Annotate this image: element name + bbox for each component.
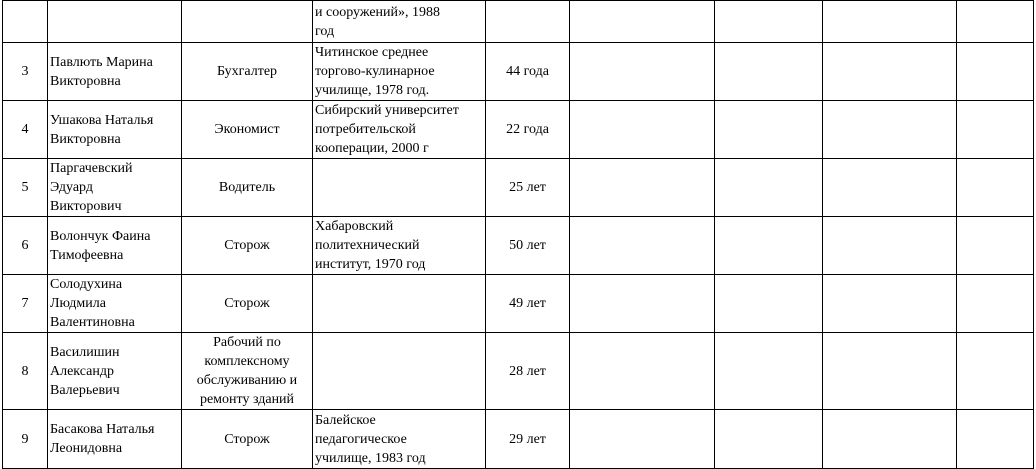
empty-cell (570, 1, 715, 43)
education-cell-line: кооперации, 2000 г (315, 141, 429, 156)
empty-cell (570, 159, 715, 217)
position-cell-line: Сторож (224, 431, 270, 447)
position-cell-line: Бухгалтер (216, 64, 278, 79)
employee-name-cell-line: Валентиновна (50, 315, 135, 330)
staff-table (2, 0, 1034, 469)
education-cell (313, 43, 486, 101)
row-number-cell (3, 1, 48, 43)
employee-name-cell-line: Викторовна (50, 73, 121, 89)
position-cell (182, 333, 313, 410)
experience-cell: 25 лет (486, 159, 570, 217)
empty-cell (570, 275, 715, 333)
empty-cell (570, 43, 715, 101)
position-cell-line: Сторож (224, 238, 270, 253)
table-body (3, 1, 1034, 469)
empty-cell (570, 101, 715, 159)
table-row (3, 217, 1034, 275)
education-cell-line: политехнический (315, 238, 420, 253)
empty-cell (823, 410, 957, 469)
employee-name-cell-line: Леонидовна (50, 441, 123, 456)
employee-name-cell-line: Валерьевич (50, 382, 120, 398)
employee-name-cell (48, 1, 182, 43)
employee-name-cell-line: Ушакова Наталья (50, 112, 154, 128)
empty-cell (715, 43, 823, 101)
empty-cell (823, 43, 957, 101)
row-number-cell: 8 (3, 333, 48, 410)
employee-name-cell-line: Тимофеевна (50, 247, 124, 263)
position-cell-line: обслуживанию и (196, 373, 298, 388)
education-cell-line: год (315, 23, 335, 39)
employee-name-cell (48, 275, 182, 333)
row-number-cell: 4 (3, 101, 48, 159)
position-cell (182, 101, 313, 159)
empty-cell (715, 333, 823, 410)
position-cell-line: комплексному (204, 354, 290, 369)
education-cell-line: педагогическое (315, 431, 407, 447)
empty-cell (957, 217, 1034, 275)
experience-cell: 29 лет (486, 410, 570, 469)
education-cell-line: торгово-кулинарное (315, 64, 435, 79)
experience-cell: 22 года (486, 101, 570, 159)
education-cell-line: училище, 1978 год. (315, 83, 430, 98)
employee-name-cell-line: Паргачевский (50, 161, 133, 176)
education-cell (313, 410, 486, 469)
empty-cell (715, 159, 823, 217)
education-cell-line: Читинское среднее (315, 45, 429, 60)
row-number-cell: 7 (3, 275, 48, 333)
position-cell-line: Сторож (224, 296, 270, 311)
table-row (3, 101, 1034, 159)
empty-cell (823, 159, 957, 217)
table-row (3, 410, 1034, 469)
education-cell (313, 159, 486, 217)
education-cell (313, 217, 486, 275)
empty-cell (957, 275, 1034, 333)
empty-cell (823, 333, 957, 410)
employee-name-cell-line: Басакова Наталья (50, 422, 155, 437)
employee-name-cell-line: Викторович (50, 199, 122, 214)
employee-name-cell (48, 101, 182, 159)
employee-name-cell-line: Василишин (50, 344, 120, 360)
education-cell-line: Сибирский университет (315, 103, 459, 118)
row-number-cell: 5 (3, 159, 48, 217)
position-cell-line: Экономист (214, 122, 280, 137)
empty-cell (715, 275, 823, 333)
table-row (3, 275, 1034, 333)
education-cell-line: и сооружений», 1988 (315, 4, 441, 20)
position-cell (182, 217, 313, 275)
education-cell-line: Хабаровский (315, 219, 394, 234)
empty-cell (570, 333, 715, 410)
empty-cell (957, 333, 1034, 410)
employee-name-cell-line: Викторовна (50, 131, 121, 147)
education-cell-line: училище, 1983 год (315, 450, 426, 466)
row-number-cell: 3 (3, 43, 48, 101)
empty-cell (715, 410, 823, 469)
experience-cell: 44 года (486, 43, 570, 101)
empty-cell (957, 1, 1034, 43)
position-cell-line: Рабочий по (213, 335, 281, 350)
empty-cell (823, 275, 957, 333)
position-cell (182, 43, 313, 101)
position-cell (182, 275, 313, 333)
employee-name-cell (48, 410, 182, 469)
education-cell (313, 101, 486, 159)
experience-cell: 50 лет (486, 217, 570, 275)
empty-cell (823, 101, 957, 159)
empty-cell (570, 217, 715, 275)
education-cell (313, 275, 486, 333)
position-cell-line: Водитель (218, 180, 276, 195)
employee-name-cell-line: Людмила (50, 296, 106, 311)
employee-name-cell (48, 43, 182, 101)
row-number-cell: 9 (3, 410, 48, 469)
position-cell (182, 1, 313, 43)
table-row (3, 333, 1034, 410)
table-row (3, 43, 1034, 101)
education-cell-line: потребительской (315, 122, 416, 137)
employee-name-cell-line: Солодухина (50, 277, 123, 292)
empty-cell (715, 1, 823, 43)
employee-name-cell-line: Александр (50, 363, 114, 379)
empty-cell (957, 101, 1034, 159)
employee-name-cell (48, 159, 182, 217)
position-cell (182, 159, 313, 217)
row-number-cell: 6 (3, 217, 48, 275)
education-cell-line: институт, 1970 год (315, 257, 426, 272)
employee-name-cell (48, 333, 182, 410)
empty-cell (823, 217, 957, 275)
education-cell (313, 1, 486, 43)
education-cell-line: Балейское (315, 412, 376, 428)
education-cell (313, 333, 486, 410)
table-row (3, 1, 1034, 43)
experience-cell: 49 лет (486, 275, 570, 333)
employee-name-cell-line: Волончук Фаина (50, 228, 151, 244)
experience-cell (486, 1, 570, 43)
employee-name-cell (48, 217, 182, 275)
empty-cell (570, 410, 715, 469)
empty-cell (957, 159, 1034, 217)
employee-name-cell-line: Эдуард (50, 180, 93, 195)
empty-cell (715, 101, 823, 159)
empty-cell (823, 1, 957, 43)
experience-cell: 28 лет (486, 333, 570, 410)
empty-cell (715, 217, 823, 275)
position-cell (182, 410, 313, 469)
empty-cell (957, 410, 1034, 469)
table-row (3, 159, 1034, 217)
employee-name-cell-line: Павлють Марина (50, 54, 153, 70)
empty-cell (957, 43, 1034, 101)
position-cell-line: ремонту зданий (199, 392, 295, 407)
